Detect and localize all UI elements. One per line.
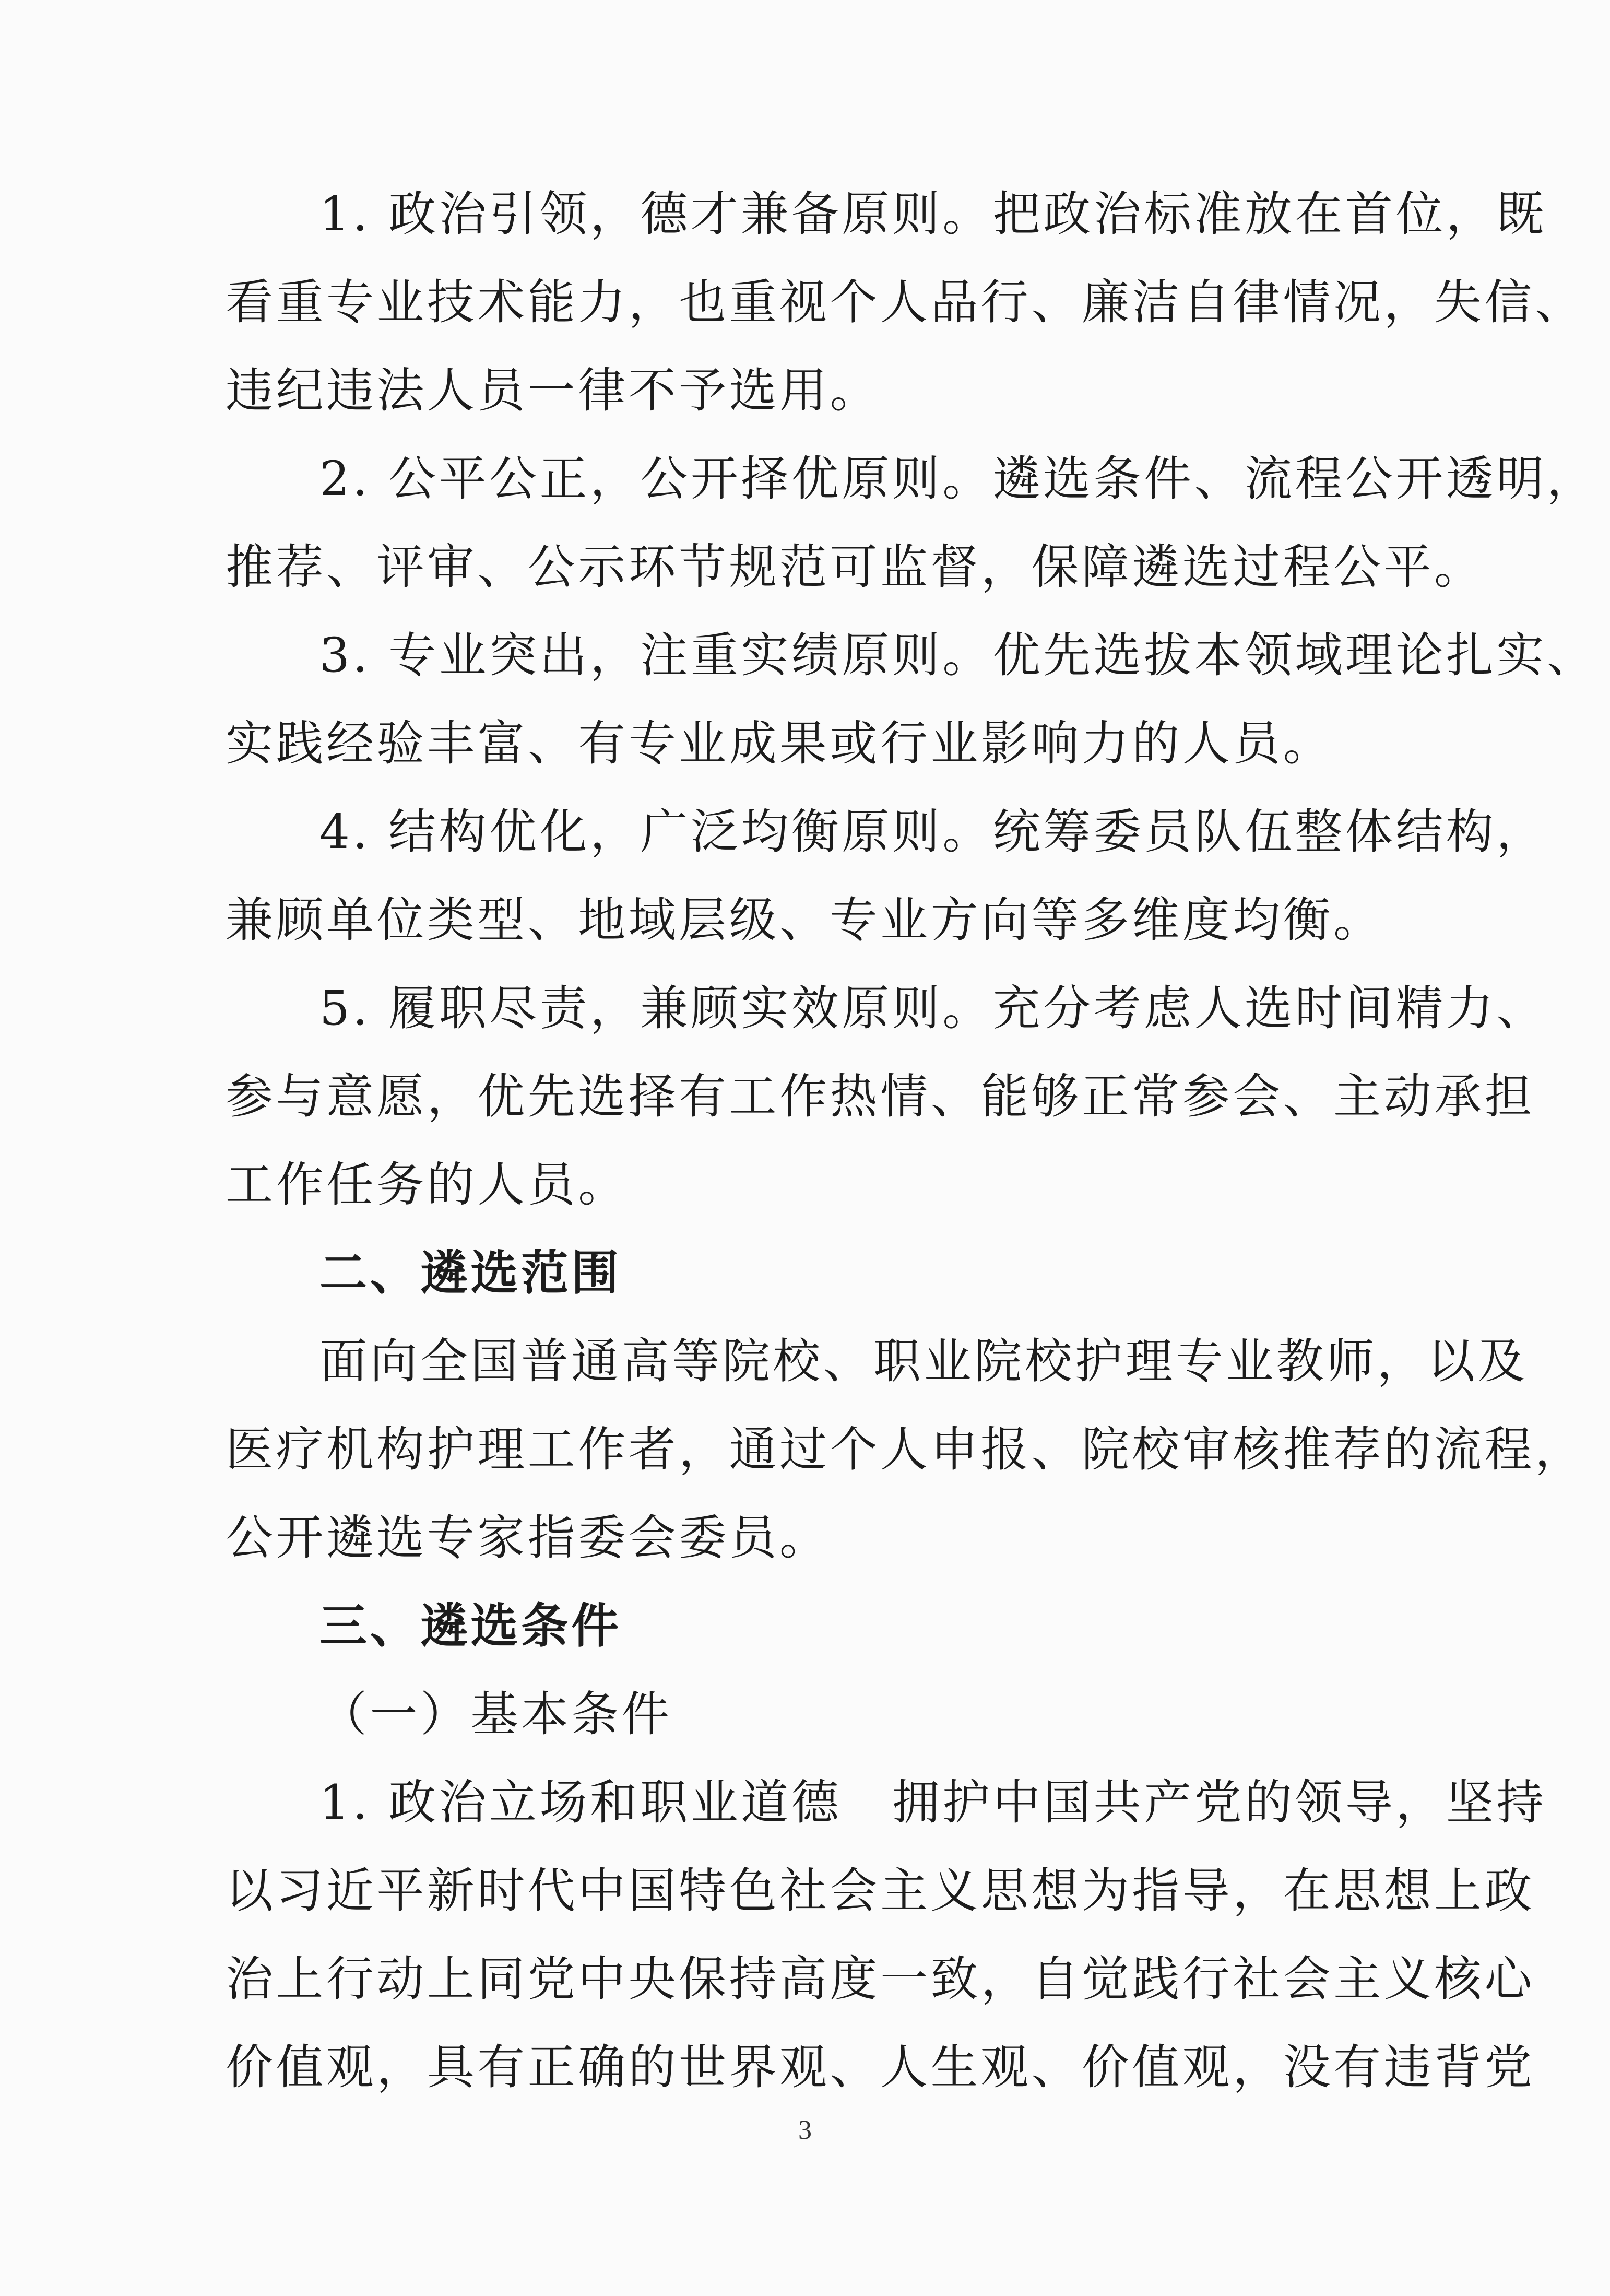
principle-5-line-2: 参与意愿，优先选择有工作热情、能够正常参会、主动承担 <box>226 1069 1535 1124</box>
principle-3-line-1: 3. 专业突出，注重实绩原则。优先选拔本领域理论扎实、 <box>319 628 1597 683</box>
section-heading-conditions: 三、遴选条件 <box>319 1599 622 1654</box>
condition-1-line-3: 治上行动上同党中央保持高度一致，自觉践行社会主义核心 <box>226 1952 1535 2007</box>
condition-1-line-2: 以习近平新时代中国特色社会主义思想为指导，在思想上政 <box>226 1864 1535 1918</box>
scope-line-1: 面向全国普通高等院校、职业院校护理专业教师，以及 <box>319 1334 1529 1389</box>
principle-5-line-3: 工作任务的人员。 <box>226 1158 629 1212</box>
document-body <box>226 170 1597 2112</box>
principle-2-line-1: 2. 公平公正，公开择优原则。遴选条件、流程公开透明， <box>319 452 1597 507</box>
principle-2-line-2: 推荐、评审、公示环节规范可监督，保障遴选过程公平。 <box>226 540 1485 595</box>
principle-1-line-2: 看重专业技术能力，也重视个人品行、廉洁自律情况，失信、 <box>226 275 1585 330</box>
principle-1-line-1: 1. 政治引领，德才兼备原则。把政治标准放在首位，既 <box>319 187 1547 242</box>
principle-4-line-1: 4. 结构优化，广泛均衡原则。统筹委员队伍整体结构， <box>319 805 1547 859</box>
section-heading-scope: 二、遴选范围 <box>319 1246 622 1301</box>
principle-3-line-2: 实践经验丰富、有专业成果或行业影响力的人员。 <box>226 716 1334 771</box>
scope-line-3: 公开遴选专家指委会委员。 <box>226 1511 830 1565</box>
page-number: 3 <box>798 2115 812 2145</box>
principle-4-line-2: 兼顾单位类型、地域层级、专业方向等多维度均衡。 <box>226 893 1384 948</box>
principle-5-line-1: 5. 履职尽责，兼顾实效原则。充分考虑人选时间精力、 <box>319 981 1547 1036</box>
subsection-heading-basic-conditions: （一）基本条件 <box>319 1687 672 1742</box>
condition-1-line-4: 价值观，具有正确的世界观、人生观、价值观，没有违背党 <box>226 2040 1535 2095</box>
condition-1-line-1: 1. 政治立场和职业道德 拥护中国共产党的领导，坚持 <box>319 1775 1547 1830</box>
principle-1-line-3: 违纪违法人员一律不予选用。 <box>226 363 880 418</box>
scope-line-2: 医疗机构护理工作者，通过个人申报、院校审核推荐的流程， <box>226 1422 1585 1477</box>
